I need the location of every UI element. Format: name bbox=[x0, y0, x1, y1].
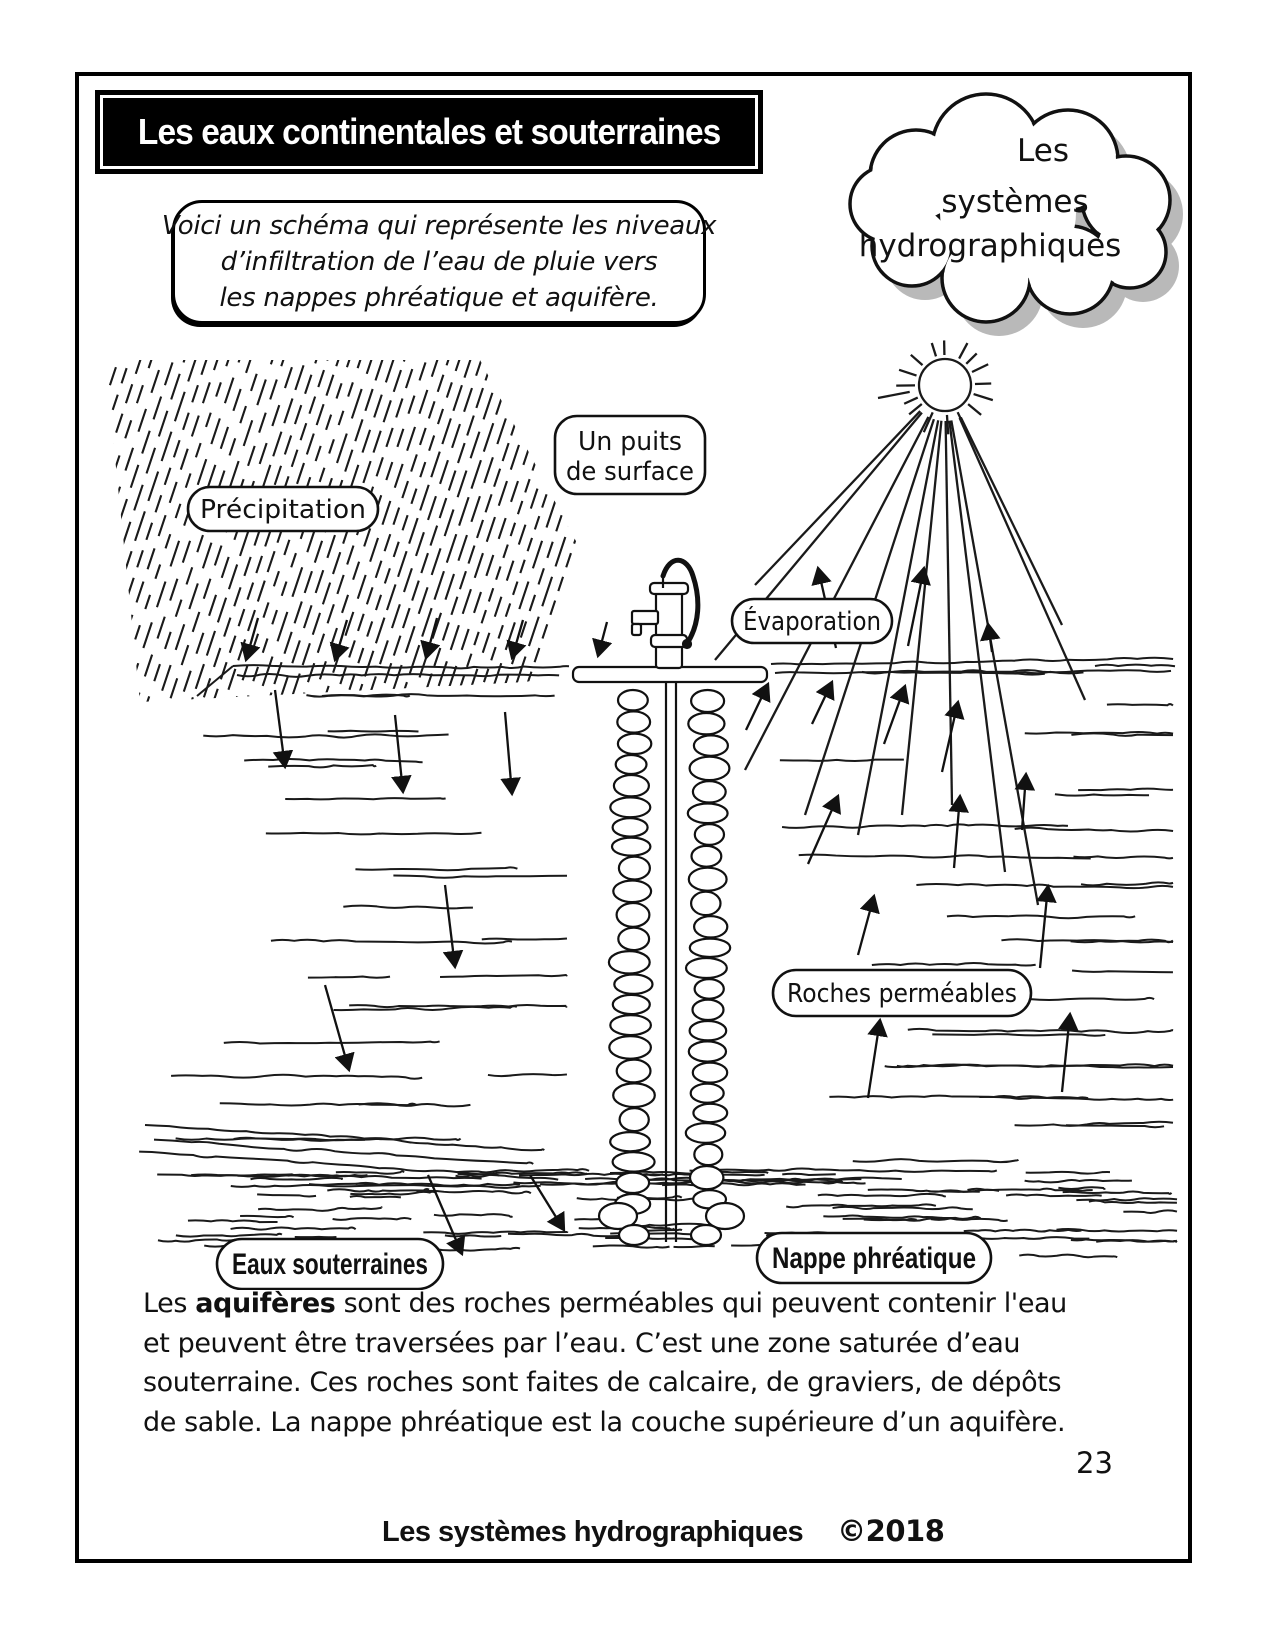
intro-box bbox=[161, 200, 717, 324]
svg-text:Un puits: Un puits bbox=[578, 427, 682, 457]
svg-text:de surface: de surface bbox=[566, 457, 694, 487]
label-water-table bbox=[757, 1233, 991, 1283]
well-platform bbox=[573, 667, 767, 682]
intro-line-2: d’infiltration de l’eau de pluie vers bbox=[220, 247, 658, 277]
paragraph-line: de sable. La nappe phréatique est la couche supérieure d’un aquifère. bbox=[143, 1406, 1066, 1438]
label-permeable-rocks bbox=[773, 970, 1031, 1016]
label-precipitation bbox=[188, 487, 378, 531]
paragraph-text: Les bbox=[143, 1288, 196, 1319]
label-evaporation bbox=[732, 599, 900, 643]
cloud-line-1: Les bbox=[1017, 133, 1069, 169]
diagram-labels bbox=[188, 416, 1031, 1289]
soil-hatching bbox=[139, 658, 1175, 1182]
footer-copyright: ©2018 bbox=[837, 1514, 945, 1548]
svg-text:Précipitation: Précipitation bbox=[200, 495, 366, 525]
well-stone-lining bbox=[599, 690, 744, 1245]
svg-text:Roches perméables: Roches perméables bbox=[787, 979, 1017, 1009]
paragraph-text: sont des roches perméables qui peuvent contenir l'eau bbox=[335, 1288, 1067, 1319]
hand-pump-icon bbox=[632, 560, 698, 668]
paragraph-line: souterraine. Ces roches sont faites de calcaire, de graviers, de dépôts bbox=[143, 1367, 1062, 1398]
paragraph-line: et peuvent être traversées par l’eau. C’est une zone saturée d’eau bbox=[143, 1327, 1021, 1359]
page-title: Les eaux continentales et souterraines bbox=[137, 111, 721, 152]
label-surface-well bbox=[555, 416, 705, 494]
infiltration-diagram bbox=[85, 330, 1190, 1290]
title-banner bbox=[95, 90, 763, 174]
surface-well bbox=[573, 560, 767, 1245]
page-number: 23 bbox=[1076, 1446, 1113, 1480]
body-paragraph bbox=[143, 1284, 1067, 1442]
title-banner-inner bbox=[100, 95, 758, 169]
page-footer bbox=[382, 1514, 944, 1549]
intro-line-3: les nappes phréatique et aquifère. bbox=[219, 283, 659, 313]
rain-field bbox=[85, 352, 638, 718]
label-groundwater bbox=[217, 1239, 443, 1289]
svg-text:Évaporation: Évaporation bbox=[743, 607, 900, 637]
cloud-line-3: hydrographiques bbox=[858, 228, 1122, 264]
svg-text:Eaux souterraines: Eaux souterraines bbox=[232, 1248, 428, 1281]
intro-line-1: Voici un schéma qui représente les niveaux bbox=[161, 211, 717, 241]
paragraph-line bbox=[143, 1284, 1067, 1324]
cloud-line-2: systèmes bbox=[941, 184, 1089, 220]
paragraph-bold-term: aquifères bbox=[195, 1288, 336, 1319]
svg-text:Nappe phréatique: Nappe phréatique bbox=[772, 1242, 976, 1275]
cloud-callout bbox=[808, 88, 1190, 340]
footer-title: Les systèmes hydrographiques bbox=[382, 1516, 804, 1548]
